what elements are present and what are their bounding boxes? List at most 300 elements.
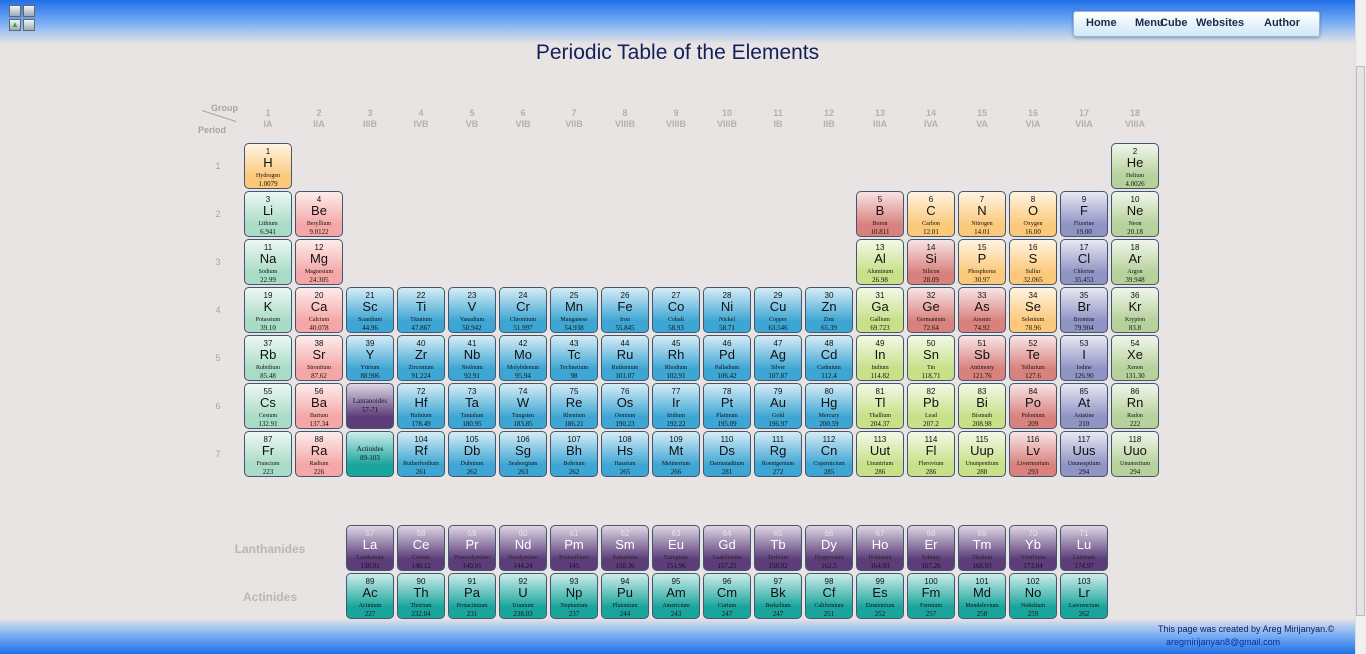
element-cell-tl[interactable] xyxy=(856,383,904,429)
atomic-mass: 131.30 xyxy=(1125,372,1145,380)
element-cell-sm[interactable] xyxy=(601,525,649,571)
element-cell-pu[interactable] xyxy=(601,573,649,619)
group-header xyxy=(704,108,750,130)
element-cell-as[interactable] xyxy=(958,287,1006,333)
element-cell-pr[interactable] xyxy=(448,525,496,571)
element-cell-mo[interactable] xyxy=(499,335,547,381)
atomic-mass: 251 xyxy=(823,610,835,618)
element-symbol: C xyxy=(926,203,936,218)
element-cell-ca[interactable] xyxy=(295,287,343,333)
element-name: Cesium xyxy=(258,413,278,419)
element-cell-dy[interactable] xyxy=(805,525,853,571)
element-cell-n[interactable] xyxy=(958,191,1006,237)
element-cell-am[interactable] xyxy=(652,573,700,619)
period-label: 2 xyxy=(215,209,221,219)
atomic-number: 16 xyxy=(1028,243,1038,252)
element-name: Scandium xyxy=(358,317,382,323)
element-cell-c[interactable] xyxy=(907,191,955,237)
element-symbol: Rf xyxy=(414,443,428,458)
atomic-number: 54 xyxy=(1130,339,1140,348)
atomic-mass: 44.96 xyxy=(362,324,378,332)
element-cell-bk[interactable] xyxy=(754,573,802,619)
element-name: Lanthanum xyxy=(356,555,384,561)
atomic-number: 20 xyxy=(314,291,324,300)
atomic-mass: 138.91 xyxy=(360,562,380,570)
group-roman: VIIIA xyxy=(1124,119,1145,129)
element-cell-uup[interactable] xyxy=(958,431,1006,477)
element-name: Lawrencium xyxy=(1068,603,1100,609)
element-cell-hf[interactable] xyxy=(397,383,445,429)
element-name: Niobium xyxy=(461,365,483,371)
element-cell-ga[interactable] xyxy=(856,287,904,333)
element-cell-uut[interactable] xyxy=(856,431,904,477)
group-roman: VIIIB xyxy=(614,119,635,129)
atomic-number: 89 xyxy=(365,577,375,586)
atomic-mass: 294 xyxy=(1078,468,1090,476)
nav-websites[interactable]: Websites xyxy=(1196,17,1245,29)
element-cell-es[interactable] xyxy=(856,573,904,619)
atomic-mass: 207.2 xyxy=(923,420,939,428)
element-name: Samarium xyxy=(612,555,638,561)
atomic-mass: 157.25 xyxy=(717,562,737,570)
placeholder-range: 57-71 xyxy=(361,406,379,414)
element-symbol: Sr xyxy=(312,347,326,362)
atomic-number: 31 xyxy=(875,291,885,300)
element-name: Europium xyxy=(664,555,688,561)
group-header xyxy=(1112,108,1158,130)
element-cell-lv[interactable] xyxy=(1009,431,1057,477)
element-cell-ir[interactable] xyxy=(652,383,700,429)
element-name: Erbium xyxy=(922,555,940,561)
element-cell-sc[interactable] xyxy=(346,287,394,333)
nav-author[interactable]: Author xyxy=(1264,17,1301,29)
atomic-number: 33 xyxy=(977,291,987,300)
atomic-number: 47 xyxy=(773,339,783,348)
arrow-up-icon[interactable]: ▲ xyxy=(9,19,21,31)
element-name: Thulium xyxy=(971,555,993,561)
element-name: Livermorium xyxy=(1017,461,1049,467)
atomic-number: 40 xyxy=(416,339,426,348)
element-symbol: Ar xyxy=(1128,251,1142,266)
atomic-mass: 102.91 xyxy=(666,372,686,380)
atomic-mass: 288 xyxy=(976,468,988,476)
element-cell-ru[interactable] xyxy=(601,335,649,381)
element-symbol: Ca xyxy=(310,299,328,314)
element-name: Thallium xyxy=(869,413,891,419)
element-cell-pt[interactable] xyxy=(703,383,751,429)
atomic-mass: 126.90 xyxy=(1074,372,1094,380)
atomic-mass: 6.941 xyxy=(260,228,276,236)
element-name: Fluorine xyxy=(1073,221,1095,227)
atomic-number: 101 xyxy=(975,577,989,586)
element-symbol: Gd xyxy=(718,537,736,552)
element-cell-no[interactable] xyxy=(1009,573,1057,619)
element-cell-u[interactable] xyxy=(499,573,547,619)
element-symbol: Ti xyxy=(415,299,427,314)
element-name: Polonium xyxy=(1021,413,1045,419)
element-cell-gd[interactable] xyxy=(703,525,751,571)
atomic-number: 55 xyxy=(263,387,273,396)
element-cell-bi[interactable] xyxy=(958,383,1006,429)
atomic-number: 105 xyxy=(465,435,479,444)
element-cell-tc[interactable] xyxy=(550,335,598,381)
element-cell-i[interactable] xyxy=(1060,335,1108,381)
atomic-mass: 58.71 xyxy=(719,324,735,332)
element-cell-md[interactable] xyxy=(958,573,1006,619)
atomic-number: 92 xyxy=(518,577,528,586)
element-cell-p[interactable] xyxy=(958,239,1006,285)
element-name: Bismuth xyxy=(971,413,993,419)
element-cell-ti[interactable] xyxy=(397,287,445,333)
element-cell-o[interactable] xyxy=(1009,191,1057,237)
element-cell-nb[interactable] xyxy=(448,335,496,381)
element-symbol: Pa xyxy=(464,585,480,600)
element-cell-sb[interactable] xyxy=(958,335,1006,381)
element-cell-rn[interactable] xyxy=(1111,383,1159,429)
element-symbol: Au xyxy=(770,395,786,410)
atomic-number: 71 xyxy=(1079,529,1089,538)
element-symbol: Cu xyxy=(769,299,787,314)
window-icon[interactable] xyxy=(23,5,35,17)
element-cell-al[interactable] xyxy=(856,239,904,285)
group-number: 3 xyxy=(367,108,373,118)
atomic-mass: 144.24 xyxy=(513,562,533,570)
element-cell-fm[interactable] xyxy=(907,573,955,619)
element-cell-ne[interactable] xyxy=(1111,191,1159,237)
element-cell-sn[interactable] xyxy=(907,335,955,381)
element-cell-mg[interactable] xyxy=(295,239,343,285)
atomic-mass: 47.867 xyxy=(411,324,431,332)
element-cell-uus[interactable] xyxy=(1060,431,1108,477)
element-cell-mn[interactable] xyxy=(550,287,598,333)
element-symbol: Zr xyxy=(414,347,428,362)
element-cell-lr[interactable] xyxy=(1060,573,1108,619)
element-cell-ce[interactable] xyxy=(397,525,445,571)
atomic-mass: 78.96 xyxy=(1025,324,1041,332)
atomic-mass: 106.42 xyxy=(717,372,737,380)
atomic-mass: 132.91 xyxy=(258,420,278,428)
element-name: Praseodymium xyxy=(454,555,490,561)
group-header xyxy=(908,108,954,130)
element-cell-ho[interactable] xyxy=(856,525,904,571)
group-number: 16 xyxy=(1027,108,1038,118)
element-symbol: Pb xyxy=(923,395,939,410)
element-symbol: W xyxy=(516,395,530,410)
nav-menu-link[interactable]: Menu xyxy=(1135,17,1164,29)
element-symbol: Cr xyxy=(516,299,530,314)
atomic-number: 58 xyxy=(416,529,426,538)
atomic-mass: 54.938 xyxy=(564,324,584,332)
element-cell-mt[interactable] xyxy=(652,431,700,477)
element-cell-yb[interactable] xyxy=(1009,525,1057,571)
element-cell-be[interactable] xyxy=(295,191,343,237)
group-number: 7 xyxy=(571,108,577,118)
group-header xyxy=(551,108,597,130)
element-cell-hg[interactable] xyxy=(805,383,853,429)
element-cell-po[interactable] xyxy=(1009,383,1057,429)
placeholder-ac[interactable] xyxy=(346,431,394,477)
atomic-mass: 32.065 xyxy=(1023,276,1043,284)
atomic-number: 48 xyxy=(824,339,834,348)
element-cell-np[interactable] xyxy=(550,573,598,619)
element-symbol: Tc xyxy=(567,347,581,362)
atomic-mass: 92.91 xyxy=(464,372,480,380)
element-cell-zr[interactable] xyxy=(397,335,445,381)
element-cell-s[interactable] xyxy=(1009,239,1057,285)
atomic-mass: 88.906 xyxy=(360,372,380,380)
placeholder-la[interactable] xyxy=(346,383,394,429)
element-cell-th[interactable] xyxy=(397,573,445,619)
element-cell-cl[interactable] xyxy=(1060,239,1108,285)
element-cell-he[interactable] xyxy=(1111,143,1159,189)
group-roman: VIIA xyxy=(1075,119,1093,129)
element-cell-hs[interactable] xyxy=(601,431,649,477)
atomic-mass: 226 xyxy=(313,468,325,476)
element-cell-kr[interactable] xyxy=(1111,287,1159,333)
element-cell-cn[interactable] xyxy=(805,431,853,477)
atomic-number: 35 xyxy=(1079,291,1089,300)
element-cell-nd[interactable] xyxy=(499,525,547,571)
element-cell-ra[interactable] xyxy=(295,431,343,477)
element-cell-cr[interactable] xyxy=(499,287,547,333)
element-name: Cadmium xyxy=(817,365,841,371)
element-name: Astatine xyxy=(1074,413,1094,419)
element-cell-rh[interactable] xyxy=(652,335,700,381)
element-name: Helium xyxy=(1126,173,1144,179)
atomic-mass: 39.948 xyxy=(1125,276,1145,284)
element-cell-fe[interactable] xyxy=(601,287,649,333)
atomic-mass: 40.078 xyxy=(309,324,329,332)
element-name: Technetium xyxy=(559,365,589,371)
element-cell-na[interactable] xyxy=(244,239,292,285)
atomic-mass: 196.97 xyxy=(768,420,788,428)
element-name: Magnesium xyxy=(304,269,334,275)
atomic-mass: 293 xyxy=(1027,468,1039,476)
element-name: Indium xyxy=(871,365,889,371)
element-cell-ta[interactable] xyxy=(448,383,496,429)
nav-cube[interactable]: Cube xyxy=(1160,17,1188,29)
element-symbol: V xyxy=(467,299,477,314)
author-email-link[interactable]: aregmirijanyan8@gmail.com xyxy=(1166,637,1281,647)
element-symbol: Br xyxy=(1077,299,1091,314)
atomic-mass: 258 xyxy=(976,610,988,618)
element-symbol: Ho xyxy=(871,537,889,552)
placeholder-label: Actinides xyxy=(356,445,384,453)
element-cell-pd[interactable] xyxy=(703,335,751,381)
atomic-number: 74 xyxy=(518,387,528,396)
element-symbol: I xyxy=(1082,347,1086,362)
group-roman: VA xyxy=(976,119,988,129)
element-cell-zn[interactable] xyxy=(805,287,853,333)
group-roman: IIB xyxy=(823,119,835,129)
atomic-number: 15 xyxy=(977,243,987,252)
element-name: Francium xyxy=(256,461,280,467)
element-cell-b[interactable] xyxy=(856,191,904,237)
atomic-number: 82 xyxy=(926,387,936,396)
atomic-mass: 19.00 xyxy=(1076,228,1092,236)
placeholder-label: Lantanoides xyxy=(352,397,388,405)
atomic-mass: 127.6 xyxy=(1025,372,1041,380)
element-cell-v[interactable] xyxy=(448,287,496,333)
element-cell-bh[interactable] xyxy=(550,431,598,477)
element-cell-k[interactable] xyxy=(244,287,292,333)
element-cell-sr[interactable] xyxy=(295,335,343,381)
element-cell-ac[interactable] xyxy=(346,573,394,619)
element-symbol: Pt xyxy=(720,395,734,410)
element-name: Copper xyxy=(769,317,787,323)
element-cell-at[interactable] xyxy=(1060,383,1108,429)
element-symbol: Uup xyxy=(970,443,994,458)
group-number: 17 xyxy=(1078,108,1089,118)
element-name: Germanium xyxy=(916,317,946,323)
element-cell-tm[interactable] xyxy=(958,525,1006,571)
element-cell-y[interactable] xyxy=(346,335,394,381)
atomic-mass: 145 xyxy=(568,562,580,570)
atomic-number: 34 xyxy=(1028,291,1038,300)
element-symbol: H xyxy=(263,155,273,170)
element-cell-h[interactable] xyxy=(244,143,292,189)
atomic-number: 64 xyxy=(722,529,732,538)
atomic-mass: 286 xyxy=(925,468,937,476)
atomic-number: 114 xyxy=(924,435,938,444)
element-cell-se[interactable] xyxy=(1009,287,1057,333)
element-name: Sulfur xyxy=(1025,269,1041,275)
element-name: Rubidium xyxy=(255,365,280,371)
window-icon[interactable] xyxy=(23,19,35,31)
element-cell-xe[interactable] xyxy=(1111,335,1159,381)
element-cell-ba[interactable] xyxy=(295,383,343,429)
element-cell-rf[interactable] xyxy=(397,431,445,477)
element-symbol: Ge xyxy=(922,299,940,314)
element-cell-cm[interactable] xyxy=(703,573,751,619)
atomic-number: 24 xyxy=(518,291,528,300)
element-name: Tungsten xyxy=(511,413,535,419)
element-cell-rb[interactable] xyxy=(244,335,292,381)
element-name: Bohrium xyxy=(563,461,585,467)
atomic-mass: 266 xyxy=(670,468,682,476)
element-cell-rg[interactable] xyxy=(754,431,802,477)
element-cell-la[interactable] xyxy=(346,525,394,571)
atomic-number: 22 xyxy=(416,291,426,300)
element-cell-ag[interactable] xyxy=(754,335,802,381)
atomic-number: 61 xyxy=(569,529,579,538)
element-name: Ununseptium xyxy=(1067,461,1101,467)
element-cell-pb[interactable] xyxy=(907,383,955,429)
element-cell-pa[interactable] xyxy=(448,573,496,619)
group-number: 2 xyxy=(316,108,322,118)
element-cell-br[interactable] xyxy=(1060,287,1108,333)
group-number: 1 xyxy=(265,108,271,118)
element-cell-pm[interactable] xyxy=(550,525,598,571)
nav-home[interactable]: Home xyxy=(1086,17,1117,29)
element-name: Ytterbium xyxy=(1020,555,1046,561)
group-number: 12 xyxy=(823,108,834,118)
atomic-number: 112 xyxy=(822,435,836,444)
element-symbol: Nb xyxy=(463,347,481,362)
element-cell-li[interactable] xyxy=(244,191,292,237)
element-cell-uuo[interactable] xyxy=(1111,431,1159,477)
series-label-la: Lanthanides xyxy=(234,542,306,556)
corner-toolbar xyxy=(9,5,35,31)
element-cell-cs[interactable] xyxy=(244,383,292,429)
element-name: Nitrogen xyxy=(971,221,993,227)
element-cell-re[interactable] xyxy=(550,383,598,429)
element-cell-cd[interactable] xyxy=(805,335,853,381)
element-cell-os[interactable] xyxy=(601,383,649,429)
atomic-number: 60 xyxy=(518,529,528,538)
window-icon[interactable] xyxy=(9,5,21,17)
element-cell-ds[interactable] xyxy=(703,431,751,477)
atomic-number: 44 xyxy=(620,339,630,348)
element-symbol: Pu xyxy=(617,585,633,600)
element-cell-in[interactable] xyxy=(856,335,904,381)
element-name: Yttrium xyxy=(360,365,380,371)
element-cell-te[interactable] xyxy=(1009,335,1057,381)
element-cell-eu[interactable] xyxy=(652,525,700,571)
element-name: Beryllium xyxy=(306,221,332,227)
element-symbol: Mn xyxy=(564,299,584,314)
element-symbol: Hs xyxy=(617,443,633,458)
element-cell-db[interactable] xyxy=(448,431,496,477)
element-name: Palladium xyxy=(714,365,740,371)
element-cell-ge[interactable] xyxy=(907,287,955,333)
group-number: 15 xyxy=(976,108,987,118)
element-cell-ni[interactable] xyxy=(703,287,751,333)
scrollbar-thumb[interactable] xyxy=(1356,66,1365,616)
element-cell-sg[interactable] xyxy=(499,431,547,477)
atomic-number: 102 xyxy=(1026,577,1040,586)
atomic-mass: 262 xyxy=(1078,610,1090,618)
element-symbol: Eu xyxy=(668,537,684,552)
element-symbol: Cf xyxy=(822,585,836,600)
atomic-number: 98 xyxy=(824,577,834,586)
element-cell-ar[interactable] xyxy=(1111,239,1159,285)
element-name: Plutonium xyxy=(612,603,638,609)
element-cell-lu[interactable] xyxy=(1060,525,1108,571)
element-cell-w[interactable] xyxy=(499,383,547,429)
element-symbol: Bh xyxy=(566,443,582,458)
atomic-mass: 262 xyxy=(568,468,580,476)
element-cell-co[interactable] xyxy=(652,287,700,333)
element-symbol: Uus xyxy=(1072,443,1096,458)
element-cell-fl[interactable] xyxy=(907,431,955,477)
element-cell-tb[interactable] xyxy=(754,525,802,571)
period-axis-label: Period xyxy=(198,125,227,135)
group-axis-label: Group xyxy=(211,103,238,113)
element-cell-cf[interactable] xyxy=(805,573,853,619)
element-name: Iodine xyxy=(1076,365,1092,371)
element-cell-cu[interactable] xyxy=(754,287,802,333)
element-cell-f[interactable] xyxy=(1060,191,1108,237)
element-cell-er[interactable] xyxy=(907,525,955,571)
atomic-number: 68 xyxy=(926,529,936,538)
atomic-mass: 118.71 xyxy=(921,372,941,380)
element-name: Cobalt xyxy=(668,317,684,323)
group-number: 10 xyxy=(721,108,732,118)
atomic-number: 28 xyxy=(722,291,732,300)
atomic-number: 53 xyxy=(1079,339,1089,348)
atomic-number: 27 xyxy=(671,291,681,300)
element-name: Americium xyxy=(662,603,690,609)
element-name: Einsteinium xyxy=(865,603,895,609)
element-cell-fr[interactable] xyxy=(244,431,292,477)
element-cell-au[interactable] xyxy=(754,383,802,429)
atomic-number: 13 xyxy=(875,243,885,252)
atomic-mass: 173.04 xyxy=(1023,562,1043,570)
element-cell-si[interactable] xyxy=(907,239,955,285)
element-symbol: Cs xyxy=(260,395,276,410)
atomic-mass: 208.98 xyxy=(972,420,992,428)
